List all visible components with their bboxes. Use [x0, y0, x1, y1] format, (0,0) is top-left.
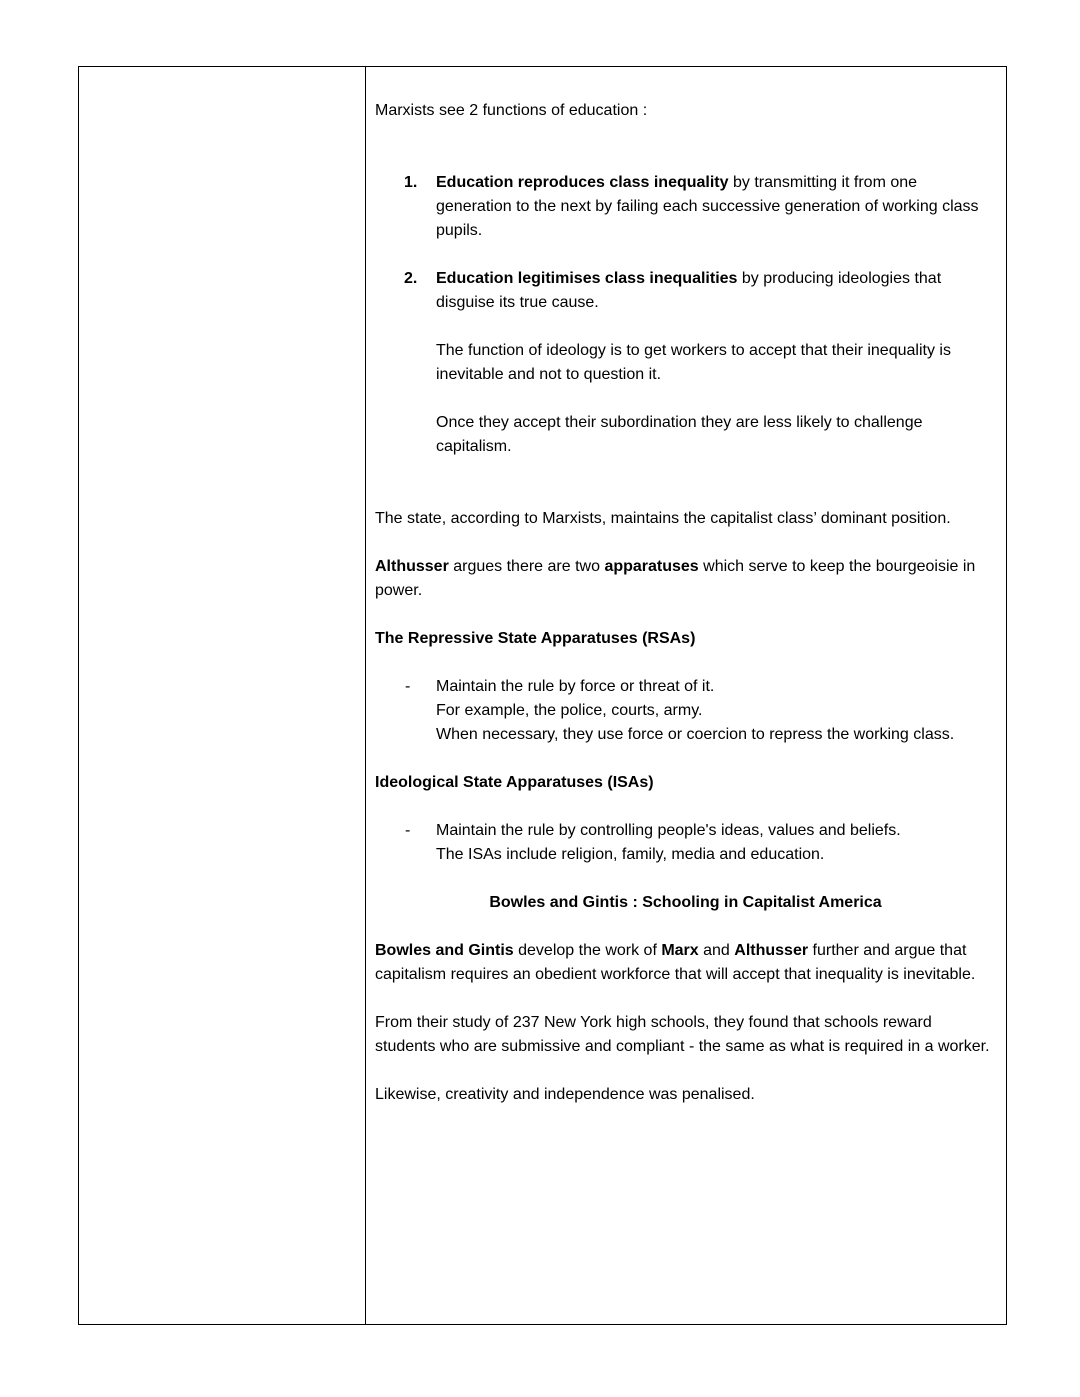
list-number: 1.	[404, 174, 418, 191]
bowles-gintis-heading: Bowles and Gintis : Schooling in Capitalist America	[489, 894, 882, 911]
final-paragraph: Likewise, creativity and independence was penalised.	[375, 1086, 755, 1103]
rsa-bullet-line-3: When necessary, they use force or coercion to repress the working class.	[436, 726, 955, 743]
althusser-text-1: argues there are two	[448, 558, 605, 575]
bowles-gintis-bold: Bowles and Gintis	[375, 942, 514, 959]
list-item-regular-text: by transmitting it from one generation to the next by failing each successive generation of working class pupils.	[436, 174, 979, 239]
list-item-text	[436, 267, 996, 315]
table-cell-content	[366, 67, 1006, 1324]
table-cell-left-empty	[79, 67, 366, 1324]
list-item-bold-text: Education legitimises class inequalities	[436, 270, 738, 287]
ideology-paragraph-2: Once they accept their subordination they are less likely to challenge capitalism.	[436, 414, 923, 455]
althusser-paragraph	[375, 555, 996, 603]
state-paragraph: The state, according to Marxists, maintains the capitalist class’ dominant position.	[375, 510, 951, 527]
ideology-paragraph-1: The function of ideology is to get workers to accept that their inequality is inevitable and not to question it.	[436, 342, 951, 383]
bowles-gintis-paragraph	[375, 939, 996, 987]
rsa-bullet-line-2: For example, the police, courts, army.	[436, 702, 703, 719]
list-item-regular-text: by producing ideologies that disguise its true cause.	[436, 270, 942, 311]
rsa-heading: The Repressive State Apparatuses (RSAs)	[375, 630, 696, 647]
document-table	[78, 66, 1007, 1325]
numbered-list-item-2	[375, 267, 996, 315]
rsa-bullet-line-1: Maintain the rule by force or threat of it.	[436, 678, 715, 695]
bowles-text-2: and	[698, 942, 735, 959]
list-number: 2.	[404, 270, 418, 287]
althusser-text-2: which serve to keep the bourgeoisie in power.	[375, 558, 976, 599]
bowles-text-1: develop the work of	[513, 942, 662, 959]
study-paragraph: From their study of 237 New York high schools, they found that schools reward students who are submissive and compliant - the same as what is required in a worker.	[375, 1014, 990, 1055]
intro-paragraph: Marxists see 2 functions of education :	[375, 102, 648, 119]
marx-bold: Marx	[661, 942, 699, 959]
numbered-list-item-1	[375, 171, 996, 243]
list-item-bold-text: Education reproduces class inequality	[436, 174, 729, 191]
rsa-bullet-item	[375, 675, 996, 747]
rsa-bullet-text	[436, 675, 996, 747]
isa-bullet-item	[375, 819, 996, 867]
bowles-text-3: further and argue that capitalism requires an obedient workforce that will accept that inequality is inevitable.	[375, 942, 976, 983]
bullet-dash: -	[405, 678, 411, 695]
apparatuses-bold: apparatuses	[604, 558, 699, 575]
list-item-text	[436, 171, 996, 243]
isa-bullet-line-2: The ISAs include religion, family, media and education.	[436, 846, 825, 863]
althusser-name-bold: Althusser	[734, 942, 809, 959]
althusser-bold: Althusser	[375, 558, 449, 575]
isa-bullet-line-1: Maintain the rule by controlling people's ideas, values and beliefs.	[436, 822, 901, 839]
bullet-dash: -	[405, 822, 411, 839]
isa-bullet-text	[436, 819, 996, 867]
isa-heading: Ideological State Apparatuses (ISAs)	[375, 774, 654, 791]
